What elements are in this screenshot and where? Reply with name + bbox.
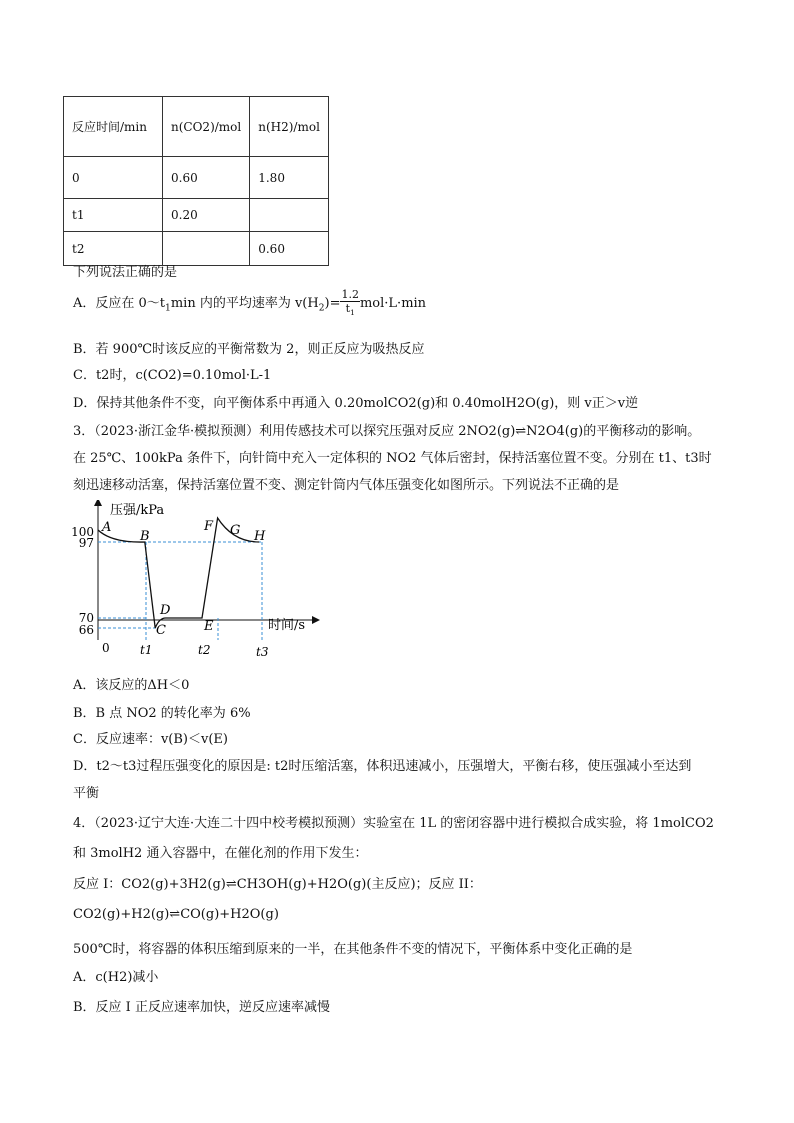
y-tick: 70	[78, 611, 94, 625]
q3-stem-line1: 3．（2023·浙江金华·模拟预测）利用传感技术可以探究压强对反应 2NO2(g)⇌N2O4(g)的平衡移动的影响。	[73, 424, 701, 439]
point-label-h: H	[254, 529, 266, 544]
point-label-a: A	[102, 520, 112, 535]
q4-stem-line1: 4．（2023·辽宁大连·大连二十四中校考模拟预测）实验室在 1L 的密闭容器中进行模拟合成实验，将 1molCO2	[73, 816, 714, 831]
cell-time: t1	[64, 199, 163, 232]
x-tick: t3	[256, 645, 269, 659]
q4-reaction-1: 反应 I：CO2(g)+3H2(g)⇌CH3OH(g)+H2O(g)(主反应)；反应 II：	[73, 877, 482, 892]
cell-time: t2	[64, 232, 163, 266]
q2-a-den: $t_1$	[345, 302, 355, 318]
header-h2: n(H2)/mol	[250, 97, 329, 157]
x-axis-label: 时间/s	[268, 618, 306, 633]
data-table	[63, 96, 329, 266]
q2-a-text1: A．反应在 0～t	[73, 296, 166, 312]
q2-a-fraction	[340, 288, 360, 319]
header-co2: n(CO2)/mol	[163, 97, 250, 157]
point-label-f: F	[204, 519, 214, 534]
q3-option-a: A．该反应的ΔH＜0	[73, 678, 190, 693]
header-time: 反应时间/min	[64, 97, 163, 157]
point-label-b: B	[140, 529, 150, 544]
q3-option-d-line2: 平衡	[73, 786, 100, 801]
x-tick: t1	[140, 643, 153, 657]
cell-co2: 0.60	[163, 157, 250, 199]
y-axis-label: 压强/kPa	[110, 503, 165, 518]
x-tick: 0	[102, 641, 110, 655]
q4-option-a: A．c(H2)减小	[73, 970, 159, 985]
table-row	[64, 199, 329, 232]
point-label-c: C	[156, 623, 166, 638]
cell-h2: 0.60	[250, 232, 329, 266]
q2-prompt: 下列说法正确的是	[73, 265, 178, 280]
pressure-time-chart	[68, 500, 328, 660]
q4-reaction-2: CO2(g)+H2(g)⇌CO(g)+H2O(g)	[73, 907, 279, 922]
point-label-g: G	[230, 523, 241, 538]
q4-stem-line2: 和 3molH2 通入容器中，在催化剂的作用下发生：	[73, 846, 368, 861]
q2-a-unit: mol·L·min	[359, 296, 427, 312]
cell-h2	[250, 199, 329, 232]
point-label-e: E	[204, 619, 214, 634]
q3-stem-line3: 刻迅速移动活塞，保持活塞位置不变、测定针筒内气体压强变化如图所示。下列说法不正确的是	[73, 478, 620, 493]
y-tick: 100	[71, 525, 94, 539]
q3-option-c: C．反应速率：v(B)＜v(E)	[73, 732, 228, 747]
table-header-row	[64, 97, 329, 157]
q2-option-a: A．反应在 $0\sim t_1\min$ 内的平均速率为 $v(H_2)=$ $\frac{1.2}{t_1}$ mol·L·min	[73, 288, 427, 318]
x-tick: t2	[198, 643, 211, 657]
q3-option-b: B．B 点 NO2 的转化率为 6%	[73, 706, 251, 721]
y-tick: 66	[78, 623, 94, 637]
cell-h2: 1.80	[250, 157, 329, 199]
q4-option-b: B．反应 I 正反应速率加快，逆反应速率减慢	[73, 1000, 330, 1015]
table-row	[64, 157, 329, 199]
q2-option-c: C．t2时，c(CO2)=0.10mol·L-1	[73, 368, 272, 383]
cell-time: 0	[64, 157, 163, 199]
point-label-d: D	[160, 603, 171, 618]
q2-option-b: B．若 900℃时该反应的平衡常数为 2，则正反应为吸热反应	[73, 342, 425, 357]
q3-option-d-line1: D．t2～t3过程压强变化的原因是: t2时压缩活塞，体积迅速减小，压强增大，平衡右移，使压强减小至达到	[73, 759, 692, 774]
q2-a-text2: min 内的平均速率为 v(H	[170, 296, 319, 312]
q3-stem-line2: 在 25℃、100kPa 条件下，向针筒中充入一定体积的 NO2 气体后密封，保持活塞位置不变。分别在 t1、t3时	[73, 451, 712, 466]
q2-a-num: 1.2	[341, 288, 359, 301]
q2-a-text3: )=	[324, 296, 341, 312]
q4-stem-line5: 500℃时，将容器的体积压缩到原来的一半，在其他条件不变的情况下，平衡体系中变化正确的是	[73, 942, 633, 957]
cell-co2: 0.20	[163, 199, 250, 232]
q2-option-d: D．保持其他条件不变，向平衡体系中再通入 0.20molCO2(g)和 0.40molH2O(g)，则 v正＞v逆	[73, 396, 639, 411]
y-tick: 97	[78, 536, 94, 550]
